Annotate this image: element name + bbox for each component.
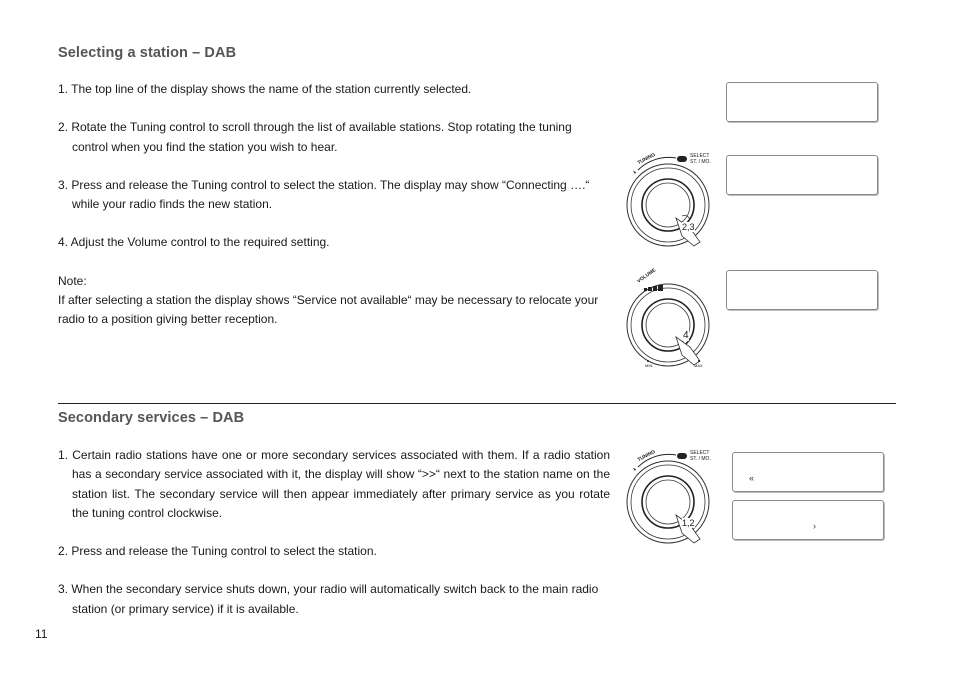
select-label-2: SELECT [690, 450, 710, 456]
secondary-step-3: 3. When the secondary service shuts down, your radio will automatically switch back to the main radio station (or primary service) if it is available. [58, 582, 599, 616]
st-mo-label-2: ST. / MO. [690, 456, 711, 462]
section2-body [58, 446, 610, 619]
step-1: 1. The top line of the display shows the name of the station currently selected. [58, 82, 472, 96]
lcd-display-2 [726, 155, 878, 195]
tuning-knob-illustration [622, 148, 722, 253]
lcd-glyph-right: › [813, 521, 816, 531]
section-heading-secondary-services: Secondary services – DAB [58, 410, 245, 426]
tuning-label-2: TUNING [636, 448, 657, 464]
step-marker-1-2: 1,2 [682, 518, 695, 528]
select-label: SELECT [690, 153, 710, 159]
step-marker-2-3: 2,3 [682, 222, 695, 232]
lcd-display-1 [726, 82, 878, 122]
note-text: If after selecting a station the display shows “Service not available“ may be necessary to relocate your radio to a position giving better reception. [58, 293, 599, 327]
volume-knob-illustration [622, 263, 722, 373]
secondary-step-1: 1. Certain radio stations have one or more secondary services associated with them. If a radio station has a secondary service associated with it, the display will show “>>“ next to the station name on the station list. The secondary service will then appear immediately after primary service as you rotate the tuning control clockwise. [58, 448, 610, 520]
max-label: MAX [694, 363, 703, 368]
step-3: 3. Press and release the Tuning control to select the station. The display may show “Connecting ….“ while your radio finds the new station. [58, 177, 590, 212]
step-4: 4. Adjust the Volume control to the required setting. [58, 235, 330, 250]
volume-label: VOLUME [636, 267, 658, 285]
note-label: Note: [58, 273, 87, 288]
tuning-knob-illustration-2 [622, 445, 722, 550]
st-mo-label: ST. / MO. [690, 159, 711, 165]
lcd-display-3 [726, 270, 878, 310]
section1-body [58, 80, 610, 330]
page-number: 11 [35, 627, 48, 641]
lcd-display-5 [732, 500, 884, 540]
step-marker-4: 4 [683, 330, 689, 341]
section-divider [58, 403, 896, 404]
tuning-label: TUNING [636, 151, 657, 167]
lcd-glyph-left: « [749, 473, 755, 483]
min-label: MIN [645, 363, 653, 368]
lcd-display-4 [732, 452, 884, 492]
step-2: 2. Rotate the Tuning control to scroll through the list of available stations. Stop rotating the tuning control when you find the station you wish to hear. [58, 120, 572, 154]
section-heading-selecting-station: Selecting a station – DAB [58, 45, 237, 61]
secondary-step-2: 2. Press and release the Tuning control to select the station. [58, 544, 377, 559]
